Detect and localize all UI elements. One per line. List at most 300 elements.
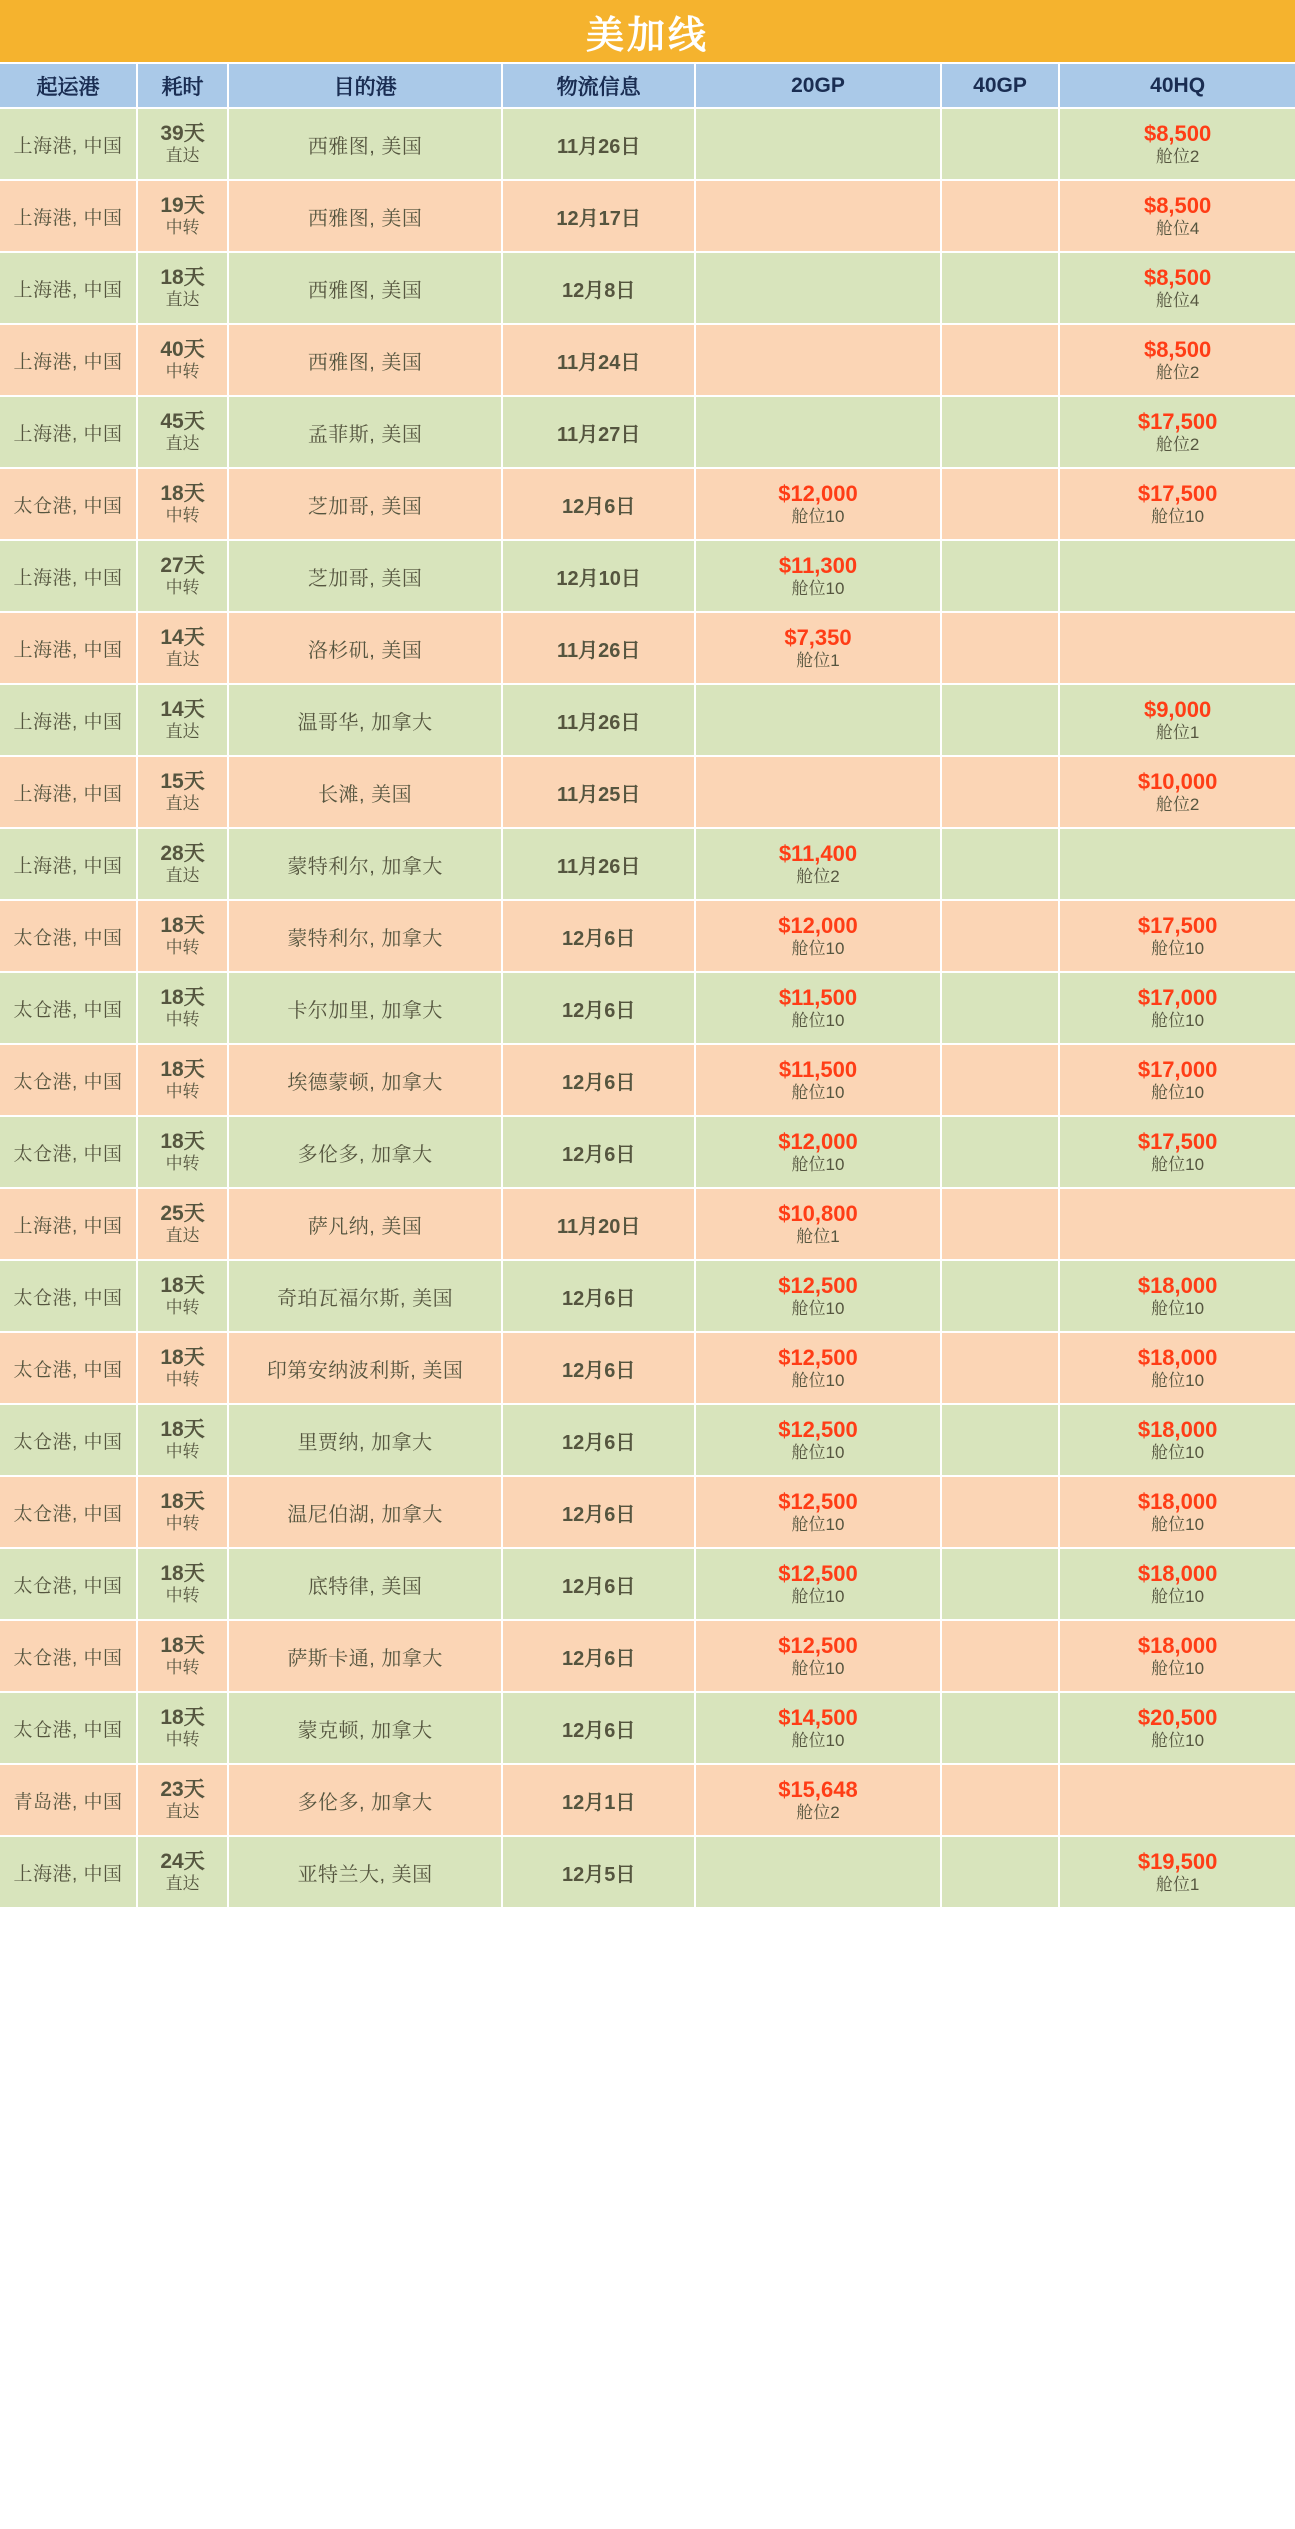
transit-type: 直达: [165, 289, 200, 309]
empty-cell: [699, 360, 937, 361]
cell-price-20gp: [695, 1188, 941, 1260]
cell-price-20gp: [695, 1476, 941, 1548]
table-row[interactable]: [0, 1476, 1295, 1548]
empty-cell: [945, 288, 1055, 289]
cell-destination-port: 多伦多, 加拿大: [228, 1116, 502, 1188]
empty-cell: [699, 216, 937, 217]
cell-destination-port: 西雅图, 美国: [228, 324, 502, 396]
transit-days: 19天: [160, 193, 205, 217]
cell-transit-time: [137, 1764, 228, 1836]
table-row[interactable]: [0, 108, 1295, 180]
cell-origin-port: 太仓港, 中国: [0, 1620, 137, 1692]
slot-availability: 舱位4: [1155, 219, 1200, 239]
cell-logistics-info: 12月6日: [502, 1116, 695, 1188]
column-header-destination-port: 目的港: [228, 64, 502, 108]
price-value: $17,500: [1137, 912, 1218, 938]
cell-logistics-info: 12月8日: [502, 252, 695, 324]
transit-type: 直达: [165, 649, 200, 669]
page-title: 美加线: [585, 14, 709, 57]
table-row[interactable]: [0, 1764, 1295, 1836]
table-row[interactable]: [0, 1836, 1295, 1908]
price-value: $9,000: [1143, 696, 1212, 722]
cell-price-40hq: [1059, 324, 1295, 396]
slot-availability: 舱位10: [791, 1515, 845, 1535]
slot-availability: 舱位10: [1151, 1587, 1205, 1607]
cell-destination-port: 萨凡纳, 美国: [228, 1188, 502, 1260]
empty-cell: [945, 1296, 1055, 1297]
table-row[interactable]: [0, 252, 1295, 324]
cell-price-40hq: [1059, 1260, 1295, 1332]
cell-transit-time: [137, 900, 228, 972]
cell-price-40gp: [941, 684, 1059, 756]
cell-price-20gp: [695, 540, 941, 612]
cell-price-20gp: [695, 756, 941, 828]
price-value: $11,300: [778, 552, 858, 578]
cell-price-40hq: [1059, 180, 1295, 252]
cell-price-40gp: [941, 1188, 1059, 1260]
price-value: $11,400: [778, 840, 858, 866]
table-row[interactable]: [0, 324, 1295, 396]
empty-cell: [945, 216, 1055, 217]
empty-cell: [945, 1656, 1055, 1657]
cell-price-20gp: [695, 1692, 941, 1764]
transit-days: 18天: [160, 1345, 205, 1369]
cell-destination-port: 温哥华, 加拿大: [228, 684, 502, 756]
cell-price-40gp: [941, 756, 1059, 828]
cell-price-20gp: [695, 1260, 941, 1332]
empty-cell: [945, 360, 1055, 361]
cell-origin-port: 太仓港, 中国: [0, 972, 137, 1044]
cell-logistics-info: 12月1日: [502, 1764, 695, 1836]
cell-origin-port: 上海港, 中国: [0, 540, 137, 612]
empty-cell: [945, 1368, 1055, 1369]
empty-cell: [1063, 1224, 1292, 1225]
slot-availability: 舱位10: [791, 1587, 845, 1607]
cell-price-20gp: [695, 468, 941, 540]
cell-destination-port: 芝加哥, 美国: [228, 540, 502, 612]
slot-availability: 舱位10: [791, 1371, 845, 1391]
cell-price-20gp: [695, 1620, 941, 1692]
column-header-origin-port: 起运港: [0, 64, 137, 108]
transit-type: 中转: [165, 1297, 200, 1317]
transit-days: 39天: [160, 121, 205, 145]
cell-price-40hq: [1059, 1476, 1295, 1548]
transit-type: 直达: [165, 433, 200, 453]
cell-price-40gp: [941, 1764, 1059, 1836]
table-row[interactable]: [0, 684, 1295, 756]
cell-origin-port: 上海港, 中国: [0, 252, 137, 324]
cell-origin-port: 太仓港, 中国: [0, 1332, 137, 1404]
cell-logistics-info: 12月6日: [502, 1620, 695, 1692]
transit-days: 18天: [160, 1633, 205, 1657]
cell-origin-port: 上海港, 中国: [0, 612, 137, 684]
cell-destination-port: 亚特兰大, 美国: [228, 1836, 502, 1908]
cell-destination-port: 芝加哥, 美国: [228, 468, 502, 540]
empty-cell: [945, 792, 1055, 793]
transit-days: 18天: [160, 1273, 205, 1297]
empty-cell: [945, 1440, 1055, 1441]
empty-cell: [699, 1872, 937, 1873]
cell-transit-time: [137, 1188, 228, 1260]
empty-cell: [699, 144, 937, 145]
cell-origin-port: 太仓港, 中国: [0, 1548, 137, 1620]
cell-price-40hq: [1059, 108, 1295, 180]
cell-price-40gp: [941, 180, 1059, 252]
slot-availability: 舱位2: [1155, 147, 1200, 167]
slot-availability: 舱位2: [1155, 363, 1200, 383]
price-value: $18,000: [1137, 1344, 1218, 1370]
cell-origin-port: 太仓港, 中国: [0, 1116, 137, 1188]
cell-destination-port: 卡尔加里, 加拿大: [228, 972, 502, 1044]
cell-price-20gp: [695, 684, 941, 756]
empty-cell: [945, 1728, 1055, 1729]
empty-cell: [699, 720, 937, 721]
transit-type: 直达: [165, 1873, 200, 1893]
price-value: $10,000: [1137, 768, 1218, 794]
slot-availability: 舱位10: [1151, 1083, 1205, 1103]
cell-logistics-info: 11月26日: [502, 612, 695, 684]
cell-price-40hq: [1059, 1764, 1295, 1836]
cell-transit-time: [137, 540, 228, 612]
cell-destination-port: 长滩, 美国: [228, 756, 502, 828]
slot-availability: 舱位10: [1151, 1515, 1205, 1535]
price-value: $18,000: [1137, 1272, 1218, 1298]
cell-price-20gp: [695, 180, 941, 252]
cell-price-20gp: [695, 900, 941, 972]
slot-availability: 舱位10: [1151, 1659, 1205, 1679]
cell-transit-time: [137, 1620, 228, 1692]
transit-type: 中转: [165, 1585, 200, 1605]
table-row[interactable]: [0, 396, 1295, 468]
cell-destination-port: 洛杉矶, 美国: [228, 612, 502, 684]
transit-type: 中转: [165, 1441, 200, 1461]
cell-logistics-info: 12月6日: [502, 468, 695, 540]
empty-cell: [945, 720, 1055, 721]
empty-cell: [699, 432, 937, 433]
header-row: [0, 64, 1295, 108]
cell-transit-time: [137, 180, 228, 252]
cell-transit-time: [137, 1836, 228, 1908]
price-value: $12,000: [778, 480, 858, 506]
table-header: [0, 64, 1295, 108]
price-value: $17,500: [1137, 480, 1218, 506]
transit-days: 18天: [160, 1561, 205, 1585]
transit-days: 24天: [160, 1849, 205, 1873]
cell-destination-port: 西雅图, 美国: [228, 180, 502, 252]
price-value: $17,500: [1137, 408, 1218, 434]
price-value: $17,000: [1137, 984, 1218, 1010]
cell-price-40hq: [1059, 972, 1295, 1044]
table-row[interactable]: [0, 612, 1295, 684]
transit-days: 18天: [160, 985, 205, 1009]
slot-availability: 舱位10: [1151, 1011, 1205, 1031]
slot-availability: 舱位10: [1151, 1299, 1205, 1319]
empty-cell: [945, 576, 1055, 577]
price-value: $18,000: [1137, 1560, 1218, 1586]
cell-price-20gp: [695, 1764, 941, 1836]
price-value: $18,000: [1137, 1416, 1218, 1442]
cell-origin-port: 上海港, 中国: [0, 1836, 137, 1908]
transit-days: 40天: [160, 337, 205, 361]
table-row[interactable]: [0, 1332, 1295, 1404]
cell-price-40hq: [1059, 1044, 1295, 1116]
table-row[interactable]: [0, 1692, 1295, 1764]
price-value: $18,000: [1137, 1632, 1218, 1658]
empty-cell: [945, 144, 1055, 145]
price-value: $8,500: [1143, 264, 1212, 290]
empty-cell: [945, 504, 1055, 505]
cell-destination-port: 西雅图, 美国: [228, 252, 502, 324]
cell-transit-time: [137, 972, 228, 1044]
cell-price-40hq: [1059, 756, 1295, 828]
transit-days: 14天: [160, 697, 205, 721]
transit-type: 中转: [165, 1729, 200, 1749]
cell-destination-port: 埃德蒙顿, 加拿大: [228, 1044, 502, 1116]
cell-price-20gp: [695, 1836, 941, 1908]
empty-cell: [1063, 576, 1292, 577]
cell-price-40gp: [941, 1836, 1059, 1908]
transit-days: 18天: [160, 1489, 205, 1513]
cell-price-40gp: [941, 1044, 1059, 1116]
cell-price-40gp: [941, 900, 1059, 972]
price-value: $12,500: [778, 1272, 858, 1298]
transit-days: 18天: [160, 265, 205, 289]
cell-destination-port: 萨斯卡通, 加拿大: [228, 1620, 502, 1692]
cell-transit-time: [137, 1116, 228, 1188]
transit-days: 25天: [160, 1201, 205, 1225]
cell-price-20gp: [695, 1332, 941, 1404]
empty-cell: [945, 1800, 1055, 1801]
empty-cell: [945, 1080, 1055, 1081]
cell-logistics-info: 12月6日: [502, 1404, 695, 1476]
table-row[interactable]: [0, 1260, 1295, 1332]
table-row[interactable]: [0, 180, 1295, 252]
cell-destination-port: 蒙特利尔, 加拿大: [228, 900, 502, 972]
column-header-20gp: 20GP: [695, 64, 941, 108]
slot-availability: 舱位10: [791, 507, 845, 527]
cell-price-40gp: [941, 396, 1059, 468]
slot-availability: 舱位10: [1151, 507, 1205, 527]
cell-origin-port: 青岛港, 中国: [0, 1764, 137, 1836]
empty-cell: [1063, 864, 1292, 865]
price-value: $17,000: [1137, 1056, 1218, 1082]
cell-transit-time: [137, 252, 228, 324]
cell-logistics-info: 12月6日: [502, 1548, 695, 1620]
cell-price-40hq: [1059, 1404, 1295, 1476]
cell-origin-port: 上海港, 中国: [0, 684, 137, 756]
cell-destination-port: 西雅图, 美国: [228, 108, 502, 180]
transit-type: 中转: [165, 577, 200, 597]
cell-price-40gp: [941, 612, 1059, 684]
table-row[interactable]: [0, 540, 1295, 612]
table-row[interactable]: [0, 1188, 1295, 1260]
slot-availability: 舱位2: [796, 1803, 840, 1823]
slot-availability: 舱位1: [1155, 723, 1200, 743]
transit-type: 中转: [165, 1657, 200, 1677]
cell-price-40gp: [941, 540, 1059, 612]
cell-logistics-info: 12月6日: [502, 972, 695, 1044]
transit-days: 18天: [160, 1129, 205, 1153]
cell-price-40hq: [1059, 684, 1295, 756]
price-value: $12,500: [778, 1416, 858, 1442]
sheet-title-bar: [0, 0, 1295, 64]
transit-days: 14天: [160, 625, 205, 649]
table-row[interactable]: [0, 1116, 1295, 1188]
cell-price-20gp: [695, 828, 941, 900]
cell-origin-port: 太仓港, 中国: [0, 1260, 137, 1332]
transit-days: 18天: [160, 913, 205, 937]
cell-transit-time: [137, 1476, 228, 1548]
column-header-40gp: 40GP: [941, 64, 1059, 108]
cell-price-40gp: [941, 324, 1059, 396]
empty-cell: [945, 1224, 1055, 1225]
price-value: $8,500: [1143, 192, 1212, 218]
transit-days: 28天: [160, 841, 205, 865]
table-row[interactable]: [0, 900, 1295, 972]
cell-destination-port: 蒙特利尔, 加拿大: [228, 828, 502, 900]
table-row[interactable]: [0, 972, 1295, 1044]
cell-transit-time: [137, 108, 228, 180]
table-row[interactable]: [0, 1548, 1295, 1620]
transit-type: 直达: [165, 865, 200, 885]
cell-price-40hq: [1059, 1692, 1295, 1764]
cell-price-40gp: [941, 1404, 1059, 1476]
slot-availability: 舱位1: [1155, 1875, 1200, 1895]
cell-price-20gp: [695, 972, 941, 1044]
transit-type: 直达: [165, 1225, 200, 1245]
price-value: $18,000: [1137, 1488, 1218, 1514]
cell-price-40hq: [1059, 252, 1295, 324]
slot-availability: 舱位10: [791, 579, 845, 599]
slot-availability: 舱位1: [796, 1227, 840, 1247]
cell-logistics-info: 12月6日: [502, 1476, 695, 1548]
cell-price-40hq: [1059, 612, 1295, 684]
price-value: $8,500: [1143, 336, 1212, 362]
empty-cell: [945, 1512, 1055, 1513]
transit-days: 18天: [160, 1057, 205, 1081]
cell-price-20gp: [695, 108, 941, 180]
slot-availability: 舱位10: [791, 1659, 845, 1679]
transit-days: 18天: [160, 1417, 205, 1441]
price-value: $12,500: [778, 1632, 858, 1658]
slot-availability: 舱位10: [1151, 939, 1205, 959]
transit-type: 中转: [165, 1153, 200, 1173]
cell-logistics-info: 12月6日: [502, 1260, 695, 1332]
cell-price-20gp: [695, 1116, 941, 1188]
cell-price-20gp: [695, 612, 941, 684]
cell-logistics-info: 12月6日: [502, 1044, 695, 1116]
cell-logistics-info: 12月17日: [502, 180, 695, 252]
price-value: $20,500: [1137, 1704, 1218, 1730]
cell-price-40hq: [1059, 396, 1295, 468]
cell-price-40hq: [1059, 828, 1295, 900]
cell-logistics-info: 12月5日: [502, 1836, 695, 1908]
cell-price-20gp: [695, 1044, 941, 1116]
cell-transit-time: [137, 1044, 228, 1116]
cell-price-40hq: [1059, 1836, 1295, 1908]
cell-destination-port: 底特律, 美国: [228, 1548, 502, 1620]
table-row[interactable]: [0, 756, 1295, 828]
transit-type: 直达: [165, 793, 200, 813]
cell-transit-time: [137, 828, 228, 900]
cell-origin-port: 太仓港, 中国: [0, 1044, 137, 1116]
cell-transit-time: [137, 1692, 228, 1764]
transit-type: 直达: [165, 145, 200, 165]
price-value: $10,800: [778, 1200, 858, 1226]
column-header-transit-time: 耗时: [137, 64, 228, 108]
slot-availability: 舱位10: [1151, 1443, 1205, 1463]
table-body: [0, 108, 1295, 1908]
slot-availability: 舱位10: [791, 1083, 845, 1103]
slot-availability: 舱位4: [1155, 291, 1200, 311]
cell-destination-port: 多伦多, 加拿大: [228, 1764, 502, 1836]
table-row[interactable]: [0, 1620, 1295, 1692]
cell-price-40hq: [1059, 468, 1295, 540]
slot-availability: 舱位2: [1155, 435, 1200, 455]
slot-availability: 舱位10: [791, 1731, 845, 1751]
cell-logistics-info: 11月25日: [502, 756, 695, 828]
cell-price-40hq: [1059, 540, 1295, 612]
slot-availability: 舱位10: [791, 1155, 845, 1175]
slot-availability: 舱位10: [1151, 1371, 1205, 1391]
transit-days: 23天: [160, 1777, 205, 1801]
cell-price-20gp: [695, 1404, 941, 1476]
transit-type: 直达: [165, 721, 200, 741]
cell-logistics-info: 11月24日: [502, 324, 695, 396]
slot-availability: 舱位10: [1151, 1155, 1205, 1175]
cell-logistics-info: 12月6日: [502, 1332, 695, 1404]
cell-origin-port: 上海港, 中国: [0, 324, 137, 396]
cell-destination-port: 里贾纳, 加拿大: [228, 1404, 502, 1476]
column-header-40hq: 40HQ: [1059, 64, 1295, 108]
cell-destination-port: 印第安纳波利斯, 美国: [228, 1332, 502, 1404]
cell-price-40gp: [941, 252, 1059, 324]
cell-origin-port: 上海港, 中国: [0, 756, 137, 828]
cell-price-20gp: [695, 252, 941, 324]
table-row[interactable]: [0, 828, 1295, 900]
empty-cell: [945, 1872, 1055, 1873]
cell-origin-port: 上海港, 中国: [0, 396, 137, 468]
cell-transit-time: [137, 1332, 228, 1404]
cell-price-40gp: [941, 108, 1059, 180]
cell-transit-time: [137, 1260, 228, 1332]
slot-availability: 舱位10: [791, 1299, 845, 1319]
transit-days: 27天: [160, 553, 205, 577]
cell-logistics-info: 12月6日: [502, 900, 695, 972]
cell-logistics-info: 11月26日: [502, 828, 695, 900]
slot-availability: 舱位10: [791, 1443, 845, 1463]
price-value: $19,500: [1137, 1848, 1218, 1874]
cell-price-40gp: [941, 1620, 1059, 1692]
transit-type: 中转: [165, 1513, 200, 1533]
table-row[interactable]: [0, 1404, 1295, 1476]
slot-availability: 舱位2: [1155, 795, 1200, 815]
cell-origin-port: 上海港, 中国: [0, 180, 137, 252]
table-row[interactable]: [0, 1044, 1295, 1116]
cell-price-20gp: [695, 1548, 941, 1620]
cell-logistics-info: 11月26日: [502, 108, 695, 180]
empty-cell: [945, 936, 1055, 937]
cell-transit-time: [137, 1548, 228, 1620]
table-row[interactable]: [0, 468, 1295, 540]
cell-transit-time: [137, 756, 228, 828]
transit-type: 中转: [165, 217, 200, 237]
empty-cell: [945, 864, 1055, 865]
empty-cell: [945, 648, 1055, 649]
price-value: $8,500: [1143, 120, 1212, 146]
slot-availability: 舱位10: [1151, 1731, 1205, 1751]
empty-cell: [699, 288, 937, 289]
